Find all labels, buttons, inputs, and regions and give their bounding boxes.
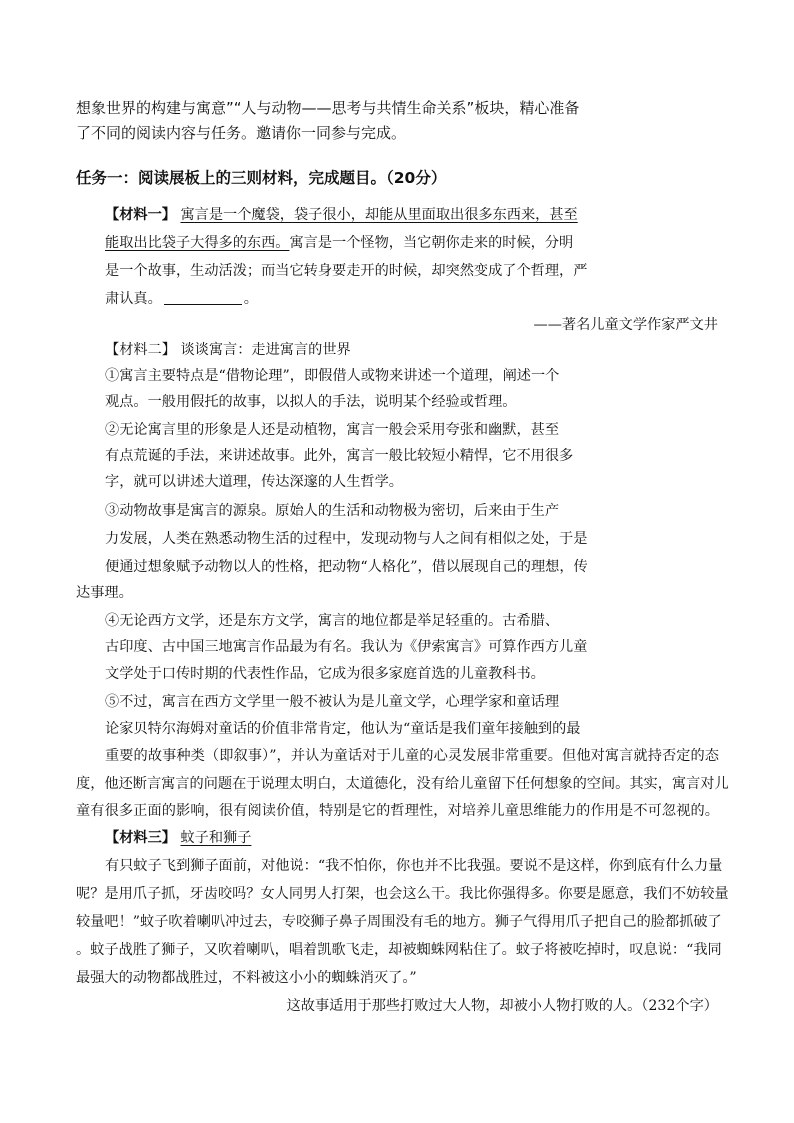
material1-line-1 <box>105 205 578 225</box>
intro-line-1: 想象世界的构建与寓意”“人与动物——思考与共情生命关系”板块，精心准备 <box>76 99 580 117</box>
material3-line: 有只蚊子飞到狮子面前，对他说：“我不怕你，你也并不比我强。要说不是这样，你到底有什么力量 <box>105 858 723 874</box>
material2-line: 力发展，人类在熟悉动物生活的过程中，发现动物与人之间有相似之处，于是 <box>105 531 588 547</box>
material1-underlined-a: 寓言是一个魔袋，袋子很小，却能从里面取出很多东西来，甚至 <box>180 207 578 223</box>
material1-source: ——著名儿童文学作家严文井 <box>533 317 718 333</box>
material2-line: ⑤不过，寓言在西方文学里一般不被认为是儿童文学，心理学家和童话理 <box>105 694 560 710</box>
task-one-title: 任务一：阅读展板上的三则材料，完成题目。（20分） <box>76 169 447 187</box>
material1-line-3: 是一个故事，生动活泼；而当它转身要走开的时候，却突然变成了个哲理，严 <box>105 263 588 279</box>
material3-line: 最强大的动物都战胜过，不料被这小小的蜘蛛消灭了。” <box>76 970 417 986</box>
material1-line-2 <box>105 233 573 253</box>
material2-line: ③动物故事是寓言的源泉。原始人的生活和动物极为密切，后来由于生产 <box>105 503 560 519</box>
material2-line: 童有很多正面的影响，很有阅读价值，特别是它的哲理性，对培养儿童思维能力的作用是不可忽视的。 <box>76 803 719 819</box>
material1-line-4 <box>105 289 258 309</box>
material2-line: 字，就可以讲述大道理，传达深邃的人生哲学。 <box>105 474 403 490</box>
material1-line-2-rest: 寓言是一个怪物，当它朝你走来的时候，分明 <box>289 235 574 251</box>
material2-line: 便通过想象赋予动物以人的性格，把动物“人格化”，借以展现自己的理想，传 <box>105 559 588 575</box>
material3-label: 【材料三】 <box>105 830 176 846</box>
material2-line: 有点荒诞的手法，来讲述故事。此外，寓言一般比较短小精悍，它不用很多 <box>105 448 574 464</box>
material3-heading <box>105 828 251 848</box>
material2-line: 达事理。 <box>76 585 133 601</box>
answer-blank[interactable] <box>164 290 242 305</box>
material3-title: 蚊子和狮子 <box>180 830 252 846</box>
intro-line-2: 了不同的阅读内容与任务。邀请你一同参与完成。 <box>76 124 407 142</box>
material2-line: ②无论寓言里的形象是人还是动植物，寓言一般会采用夸张和幽默，甚至 <box>105 422 560 438</box>
material1-line-4-text: 肃认真。 <box>105 291 162 307</box>
material3-line: 呢？是用爪子抓，牙齿咬吗？女人同男人打架，也会这么干。我比你强得多。你要是愿意，我们不妨较量 <box>76 886 729 902</box>
material1-underlined-b: 能取出比袋子大得多的东西。 <box>105 235 290 251</box>
material2-line: 度，他还断言寓言的问题在于说理太明白，太道德化，没有给儿童留下任何想象的空间。其实，寓言对儿 <box>76 776 729 792</box>
material2-line: 重要的故事种类（即叙事）”，并认为童话对于儿童的心灵发展非常重要。但他对寓言就持否定的态 <box>105 748 719 764</box>
material1-line-4-end: 。 <box>243 291 258 307</box>
material2-line: ①寓言主要特点是“借物论理”，即假借人或物来讲述一个道理，阐述一个 <box>105 368 560 384</box>
material2-line: 文学处于口传时期的代表性作品，它成为很多家庭首选的儿童教科书。 <box>105 666 545 682</box>
material3-line: 较量吧！”蚊子吹着喇叭冲过去，专咬狮子鼻子周围没有毛的地方。狮子气得用爪子把自己的脸都抓破了 <box>76 914 722 930</box>
material2-line: 古印度、古中国三地寓言作品最为有名。我认为《伊索寓言》可算作西方儿童 <box>105 639 588 655</box>
material3-line: 。蚊子战胜了狮子，又吹着喇叭，唱着凯歌飞走，却被蜘蛛网粘住了。蚊子将被吃掉时，叹息说：“我同 <box>76 942 722 958</box>
material1-label: 【材料一】 <box>105 207 176 223</box>
material3-moral: 这故事适用于那些打败过大人物，却被小人物打败的人。（232个字） <box>286 998 718 1014</box>
material2-heading: 【材料二】 谈谈寓言：走进寓言的世界 <box>105 342 351 358</box>
material2-line: 论家贝特尔海姆对童话的价值非常肯定，他认为“童话是我们童年接触到的最 <box>105 721 581 737</box>
material2-line: ④无论西方文学，还是东方文学，寓言的地位都是举足轻重的。古希腊、 <box>105 613 560 629</box>
material2-line: 观点。一般用假托的故事，以拟人的手法，说明某个经验或哲理。 <box>105 394 517 410</box>
